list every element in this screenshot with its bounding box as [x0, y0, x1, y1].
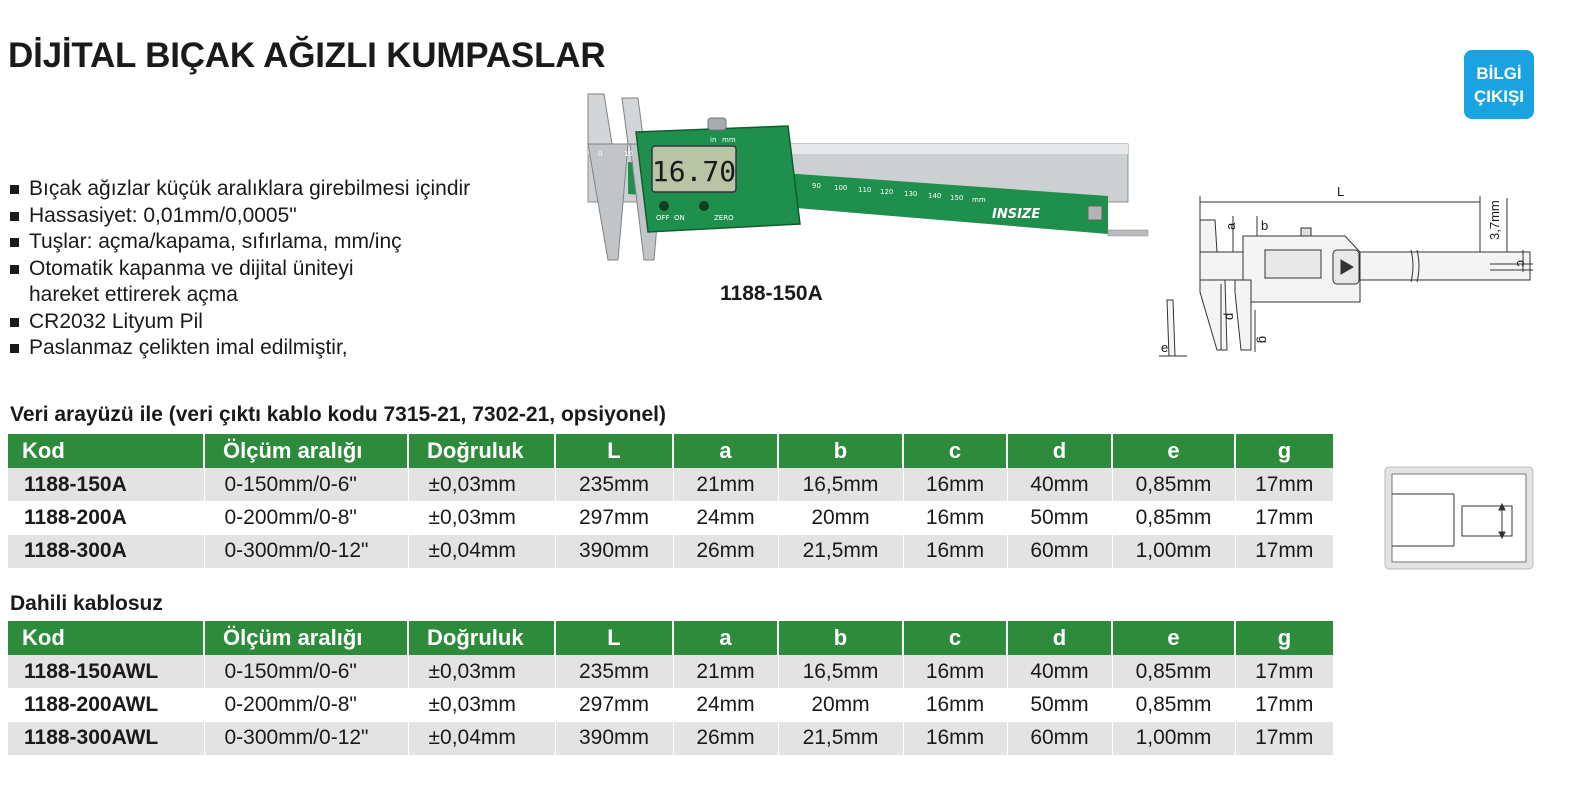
bullet-icon — [10, 212, 19, 221]
spec-cell: ±0,03mm — [408, 655, 555, 688]
column-header: Kod — [8, 434, 204, 468]
bullet-icon — [10, 318, 19, 327]
svg-text:ON: ON — [674, 214, 685, 222]
column-header: Doğruluk — [408, 434, 555, 468]
page-title: DİJİTAL BIÇAK AĞIZLI KUMPASLAR — [8, 36, 606, 75]
spec-cell: 0-150mm/0-6" — [204, 468, 408, 501]
spec-cell: 21,5mm — [778, 722, 903, 755]
spec-cell: 17mm — [1235, 722, 1333, 755]
spec-cell: ±0,03mm — [408, 468, 555, 501]
spec-cell: 16,5mm — [778, 468, 903, 501]
spec-cell: 20mm — [778, 688, 903, 721]
spec-cell: 40mm — [1007, 655, 1112, 688]
product-code-cell: 1188-200AWL — [8, 688, 204, 721]
dim-label-height: 3,7mm — [1487, 200, 1502, 240]
spec-cell: 60mm — [1007, 535, 1112, 568]
feature-text: Paslanmaz çelikten imal edilmiştir, — [29, 336, 348, 359]
column-header: L — [555, 434, 673, 468]
spec-cell: 0-300mm/0-12" — [204, 722, 408, 755]
column-header: Kod — [8, 621, 204, 655]
svg-text:110: 110 — [858, 186, 872, 194]
column-header: Ölçüm aralığı — [204, 621, 408, 655]
jaw-detail-drawing — [1384, 466, 1534, 570]
column-header: b — [778, 434, 903, 468]
dim-label-e: e — [1161, 340, 1169, 355]
spec-cell: 297mm — [555, 501, 673, 534]
svg-text:120: 120 — [880, 188, 894, 196]
spec-cell: 0-200mm/0-8" — [204, 688, 408, 721]
dim-label-g: g — [1256, 336, 1271, 344]
dim-label-d: d — [1221, 312, 1236, 320]
spec-cell: 390mm — [555, 722, 673, 755]
svg-text:10: 10 — [624, 150, 633, 158]
spec-cell: ±0,04mm — [408, 535, 555, 568]
feature-text: Hassasiyet: 0,01mm/0,0005" — [29, 203, 297, 227]
bullet-icon — [10, 265, 19, 274]
table-row — [8, 501, 1333, 534]
bullet-icon — [10, 185, 19, 194]
table-row — [8, 688, 1333, 721]
spec-cell: 60mm — [1007, 722, 1112, 755]
feature-text: hareket ettirerek açma — [29, 283, 238, 306]
spec-cell: 50mm — [1007, 688, 1112, 721]
spec-cell: ±0,04mm — [408, 722, 555, 755]
section-title-data-interface: Veri arayüzü ile (veri çıktı kablo kodu 7315-21, 7302-21, opsiyonel) — [10, 403, 666, 426]
spec-cell: 235mm — [555, 655, 673, 688]
svg-text:mm: mm — [972, 196, 986, 204]
feature-text: CR2032 Lityum Pil — [29, 309, 203, 333]
spec-cell: 16,5mm — [778, 655, 903, 688]
svg-text:90: 90 — [812, 182, 821, 190]
dim-label-a: a — [1223, 222, 1238, 230]
column-header: d — [1007, 434, 1112, 468]
svg-text:in: in — [710, 136, 717, 144]
spec-cell: 21mm — [673, 655, 778, 688]
feature-item — [10, 176, 470, 203]
column-header: a — [673, 434, 778, 468]
column-header: g — [1235, 434, 1333, 468]
spec-cell: ±0,03mm — [408, 501, 555, 534]
svg-text:ZERO: ZERO — [714, 214, 734, 222]
product-code-cell: 1188-150A — [8, 468, 204, 501]
column-header: a — [673, 621, 778, 655]
spec-cell: 16mm — [903, 501, 1007, 534]
spec-cell: 235mm — [555, 468, 673, 501]
spec-cell: 21,5mm — [778, 535, 903, 568]
photo-model-caption: 1188-150A — [720, 282, 823, 305]
table-row — [8, 535, 1333, 568]
feature-text: Tuşlar: açma/kapama, sıfırlama, mm/inç — [29, 230, 402, 253]
feature-item — [10, 256, 470, 309]
column-header: e — [1112, 621, 1235, 655]
spec-table-data-interface — [8, 434, 1333, 568]
feature-item — [10, 229, 470, 256]
table-row — [8, 722, 1333, 755]
column-header: c — [903, 434, 1007, 468]
spec-cell: 0-300mm/0-12" — [204, 535, 408, 568]
product-code-cell: 1188-300A — [8, 535, 204, 568]
svg-text:150: 150 — [950, 194, 964, 202]
spec-cell: 297mm — [555, 688, 673, 721]
bullet-icon — [10, 238, 19, 247]
column-header: e — [1112, 434, 1235, 468]
spec-table-wireless — [8, 621, 1333, 755]
table-row — [8, 468, 1333, 501]
off-on-button — [659, 201, 669, 211]
spec-cell: 1,00mm — [1112, 722, 1235, 755]
spec-cell: 50mm — [1007, 501, 1112, 534]
spec-cell: 1,00mm — [1112, 535, 1235, 568]
column-header: b — [778, 621, 903, 655]
column-header: Ölçüm aralığı — [204, 434, 408, 468]
spec-cell: ±0,03mm — [408, 688, 555, 721]
dim-label-b: b — [1261, 218, 1269, 233]
badge-line-1: BİLGİ — [1476, 63, 1522, 83]
svg-text:0: 0 — [598, 150, 603, 158]
product-code-cell: 1188-150AWL — [8, 655, 204, 688]
spec-cell: 26mm — [673, 722, 778, 755]
spec-cell: 0,85mm — [1112, 501, 1235, 534]
column-header: d — [1007, 621, 1112, 655]
spec-cell: 40mm — [1007, 468, 1112, 501]
spec-cell: 17mm — [1235, 688, 1333, 721]
spec-cell: 24mm — [673, 688, 778, 721]
spec-cell: 390mm — [555, 535, 673, 568]
spec-cell: 24mm — [673, 501, 778, 534]
spec-cell: 0-200mm/0-8" — [204, 501, 408, 534]
spec-cell: 16mm — [903, 468, 1007, 501]
column-header: c — [903, 621, 1007, 655]
product-code-cell: 1188-300AWL — [8, 722, 204, 755]
dim-label-c: c — [1514, 260, 1529, 267]
svg-text:100: 100 — [834, 184, 848, 192]
badge-line-2: ÇIKIŞI — [1473, 86, 1525, 106]
feature-item — [10, 335, 470, 362]
spec-cell: 16mm — [903, 722, 1007, 755]
feature-text: Bıçak ağızlar küçük aralıklara girebilmesi içindir — [29, 177, 471, 200]
dim-label-L: L — [1337, 184, 1345, 199]
caliper-photo — [568, 84, 1158, 268]
column-header: Doğruluk — [408, 621, 555, 655]
svg-text:OFF: OFF — [656, 214, 670, 222]
svg-text:140: 140 — [928, 192, 942, 200]
spec-cell: 16mm — [903, 688, 1007, 721]
feature-item — [10, 309, 470, 336]
feature-text: Otomatik kapanma ve dijital üniteyi — [29, 256, 354, 280]
svg-text:mm: mm — [722, 136, 736, 144]
bullet-icon — [10, 344, 19, 353]
spec-cell: 17mm — [1235, 535, 1333, 568]
section-title-wireless: Dahili kablosuz — [10, 592, 163, 615]
spec-cell: 20mm — [778, 501, 903, 534]
zero-button — [699, 201, 709, 211]
lcd-reading: 16.70 — [651, 155, 737, 188]
spec-cell: 17mm — [1235, 468, 1333, 501]
spec-cell: 16mm — [903, 535, 1007, 568]
spec-cell: 17mm — [1235, 655, 1333, 688]
svg-text:130: 130 — [904, 190, 918, 198]
spec-cell: 0,85mm — [1112, 655, 1235, 688]
product-code-cell: 1188-200A — [8, 501, 204, 534]
table-row — [8, 655, 1333, 688]
spec-cell: 17mm — [1235, 501, 1333, 534]
spec-cell: 0-150mm/0-6" — [204, 655, 408, 688]
feature-list — [10, 176, 470, 362]
feature-item — [10, 203, 470, 230]
brand-logo: INSIZE — [992, 207, 1041, 222]
spec-cell: 26mm — [673, 535, 778, 568]
spec-cell: 0,85mm — [1112, 688, 1235, 721]
column-header: g — [1235, 621, 1333, 655]
data-output-badge — [1464, 50, 1534, 119]
dimension-drawing — [1155, 180, 1540, 360]
spec-cell: 21mm — [673, 468, 778, 501]
column-header: L — [555, 621, 673, 655]
spec-cell: 0,85mm — [1112, 468, 1235, 501]
spec-cell: 16mm — [903, 655, 1007, 688]
